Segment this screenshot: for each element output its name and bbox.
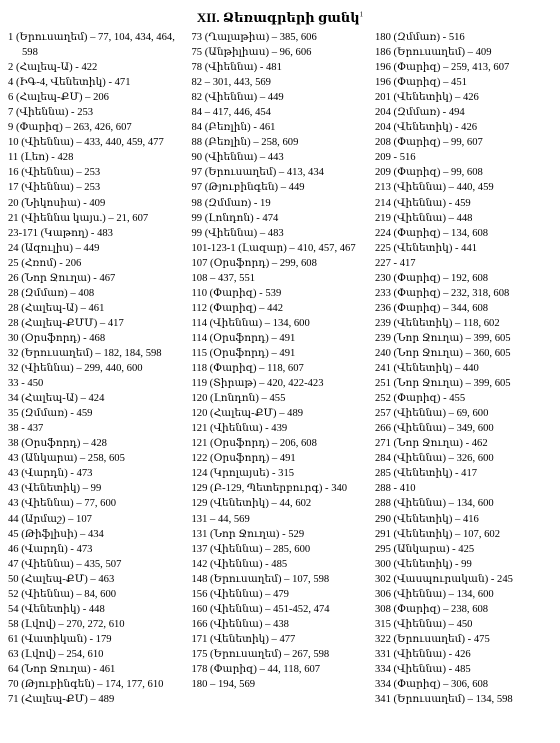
index-entry: 240 (Նոր Ջուղա) – 360, 605 bbox=[375, 347, 511, 359]
index-entry: 186 (Երուսաղեմ) – 409 bbox=[375, 47, 492, 59]
index-entry: 16 (Վիեննա) – 253 bbox=[8, 167, 101, 179]
index-columns bbox=[8, 30, 552, 707]
index-entry: 46 (Վարդն) - 473 bbox=[8, 543, 93, 555]
index-entry: 120 (Հալեպ-ՔՄ) – 489 bbox=[191, 408, 304, 420]
index-entry: 114 (Օրսֆորդ) – 491 bbox=[191, 332, 296, 344]
index-entry: 4 (ԻԳ-4, Վենետիկ) - 471 bbox=[8, 77, 131, 89]
index-entry: 99 (Լոնդոն) - 474 bbox=[191, 212, 279, 224]
index-entry: 219 (Վիեննա) – 448 bbox=[375, 212, 473, 224]
index-entry: 28 (Հալեպ-ՔՄՄ) – 417 bbox=[8, 317, 124, 329]
index-entry: 43 (Վիեննա) – 77, 600 bbox=[8, 498, 117, 510]
index-entry: 160 (Վիեննա) – 451-452, 474 bbox=[191, 603, 330, 615]
index-entry: 122 (Օրսֆորդ) – 491 bbox=[191, 453, 296, 465]
index-entry: 11 (Լեո) - 428 bbox=[8, 152, 74, 164]
index-entry: 334 (Փարիզ) – 306, 608 bbox=[375, 679, 489, 691]
index-entry: 196 (Փարիզ) – 259, 413, 607 bbox=[375, 62, 510, 74]
index-entry: 10 (Վիեննա) – 433, 440, 459, 477 bbox=[8, 137, 164, 149]
index-entry: 239 (Վենետիկ) – 118, 602 bbox=[375, 317, 500, 329]
index-entry: 171 (Վենետիկ) – 477 bbox=[191, 633, 296, 645]
index-entry: 180 (Զմմառ) - 516 bbox=[375, 32, 465, 43]
index-entry: 54 (Վենետիկ) - 448 bbox=[8, 603, 105, 615]
index-entry: 295 (Անկարա) - 425 bbox=[375, 543, 475, 555]
index-entry: 17 (Վիեննա) – 253 bbox=[8, 182, 101, 194]
index-entry: 124 (Կրոլայսե) - 315 bbox=[191, 468, 295, 480]
index-entry: 78 (Վիեննա) - 481 bbox=[191, 62, 282, 74]
index-entry: 114 (Վիեննա) – 134, 600 bbox=[191, 317, 310, 329]
index-entry: 230 (Փարիզ) – 192, 608 bbox=[375, 272, 489, 284]
index-entry: 175 (Երուսաղեմ) – 267, 598 bbox=[191, 648, 330, 660]
index-entry: 50 (Հալեպ-ՔՄ) – 463 bbox=[8, 573, 115, 585]
index-entry: 9 (Փարիզ) – 263, 426, 607 bbox=[8, 122, 132, 134]
index-entry: 131 – 44, 569 bbox=[191, 513, 250, 525]
index-entry: 334 (Վիեննա) - 485 bbox=[375, 663, 471, 675]
index-entry: 137 (Վիեննա) – 285, 600 bbox=[191, 543, 311, 555]
index-entry: 98 (Զմմառ) - 19 bbox=[191, 197, 271, 209]
index-entry: 45 (Թիֆլիսի) – 434 bbox=[8, 528, 104, 540]
index-entry: 266 (Վիեննա) – 349, 600 bbox=[375, 423, 494, 435]
index-entry: 233 (Փարիզ) – 232, 318, 608 bbox=[375, 287, 510, 299]
index-entry: 166 (Վիեննա) – 438 bbox=[191, 618, 289, 630]
index-entry: 129 (Վենետիկ) – 44, 602 bbox=[191, 498, 312, 510]
index-entry: 241 (Վենետիկ) – 440 bbox=[375, 363, 479, 375]
index-entry: 118 (Փարիզ) – 118, 607 bbox=[191, 363, 304, 375]
index-entry: 61 (Վատիկան) - 179 bbox=[8, 633, 112, 645]
index-entry: 236 (Փարիզ) – 344, 608 bbox=[375, 302, 489, 314]
index-entry: 21 (Վիեննա կայս.) – 21, 607 bbox=[8, 212, 149, 224]
index-entry: 7 (Վիեննա) - 253 bbox=[8, 107, 94, 119]
index-entry: 131 (Նոր Ջուղա) - 529 bbox=[191, 528, 305, 540]
index-entry: 70 (Թյուբինգեն) – 174, 177, 610 bbox=[8, 679, 164, 691]
index-entry: 88 (Բեռլին) – 258, 609 bbox=[191, 137, 299, 149]
index-entry: 115 (Օրսֆորդ) – 491 bbox=[191, 347, 296, 359]
index-entry: 110 (Փարիզ) - 539 bbox=[191, 287, 282, 299]
index-entry: 90 (Վիեննա) – 443 bbox=[191, 152, 284, 164]
index-column-3 bbox=[375, 30, 552, 707]
index-entry: 284 (Վիեննա) – 326, 600 bbox=[375, 453, 494, 465]
index-entry: 97 (Երուսաղեմ) – 413, 434 bbox=[191, 167, 324, 179]
index-entry: 24 (Ազուլիս) – 449 bbox=[8, 242, 100, 254]
index-entry: 43 (Վարդն) - 473 bbox=[8, 468, 93, 480]
index-entry: 112 (Փարիզ) – 442 bbox=[191, 302, 284, 314]
index-entry: 251 (Նոր Ջուղա) – 399, 605 bbox=[375, 378, 511, 390]
index-entry: 209 - 516 bbox=[375, 152, 416, 164]
index-entry: 129 (Բ-129, Պետերբուրգ) - 340 bbox=[191, 483, 348, 495]
index-entry: 291 (Վենետիկ) – 107, 602 bbox=[375, 528, 501, 540]
index-entry: 6 (Հալեպ-ՔՄ) – 206 bbox=[8, 92, 109, 104]
index-entry: 32 (Երուսաղեմ) – 182, 184, 598 bbox=[8, 347, 162, 359]
index-column-2 bbox=[192, 30, 369, 707]
index-entry: 30 (Օրսֆորդ) - 468 bbox=[8, 332, 106, 344]
index-entry: 43 (Վենետիկ) – 99 bbox=[8, 483, 102, 495]
index-entry: 285 (Վենետիկ) - 417 bbox=[375, 468, 478, 480]
index-entry: 308 (Փարիզ) – 238, 608 bbox=[375, 603, 489, 615]
index-entry: 252 (Փարիզ) - 455 bbox=[375, 393, 466, 405]
index-entry: 107 (Օրսֆորդ) – 299, 608 bbox=[191, 257, 317, 269]
index-entry: 227 - 417 bbox=[375, 257, 416, 269]
index-entry: 35 (Զմմառ) - 459 bbox=[8, 408, 93, 420]
index-entry: 34 (Հալեպ-Ա) – 424 bbox=[8, 393, 105, 405]
index-entry: 224 (Փարիզ) – 134, 608 bbox=[375, 227, 489, 239]
index-entry: 341 (Երուսաղեմ) – 134, 598 bbox=[375, 694, 513, 706]
index-entry: 271 (Նոր Ջուղա) - 462 bbox=[375, 438, 488, 450]
index-entry: 257 (Վիեննա) – 69, 600 bbox=[375, 408, 489, 420]
index-entry: 288 - 410 bbox=[375, 483, 416, 495]
index-entry: 331 (Վիեննա) - 426 bbox=[375, 648, 471, 660]
index-column-1 bbox=[8, 30, 185, 707]
index-entry: 302 (Վասպուրական) - 245 bbox=[375, 573, 513, 585]
index-entry: 196 (Փարիզ) – 451 bbox=[375, 77, 467, 89]
index-entry: 2 (Հալեպ-Ա) - 422 bbox=[8, 62, 98, 74]
index-entry: 32 (Վիեննա) – 299, 440, 600 bbox=[8, 363, 143, 375]
index-entry: 306 (Վիեննա) – 134, 600 bbox=[375, 588, 494, 600]
index-entry: 156 (Վիեննա) – 479 bbox=[191, 588, 289, 600]
index-entry: 300 (Վենետիկ) - 99 bbox=[375, 558, 472, 570]
index-entry: 28 (Հալեպ-Ա) – 461 bbox=[8, 302, 105, 314]
index-entry: 180 – 194, 569 bbox=[191, 679, 256, 691]
index-entry: 290 (Վենետիկ) – 416 bbox=[375, 513, 479, 525]
index-entry: 43 (Անկարա) – 258, 605 bbox=[8, 453, 125, 465]
index-entry: 58 (Լվով) – 270, 272, 610 bbox=[8, 618, 125, 630]
index-entry: 225 (Վենետիկ) - 441 bbox=[375, 242, 478, 254]
index-entry: 47 (Վիեննա) – 435, 507 bbox=[8, 558, 122, 570]
index-entry: 288 (Վիեննա) – 134, 600 bbox=[375, 498, 494, 510]
index-entry: 108 – 437, 551 bbox=[191, 272, 256, 284]
index-entry: 52 (Վիեննա) – 84, 600 bbox=[8, 588, 117, 600]
index-entry: 26 (Նոր Ջուղա) - 467 bbox=[8, 272, 116, 284]
index-entry: 101-123-1 (Լազար) – 410, 457, 467 bbox=[191, 242, 356, 254]
footnote-mark: 1 bbox=[359, 10, 364, 19]
index-entry: 33 - 450 bbox=[8, 378, 44, 390]
index-entry: 20 (Նիկոսիա) - 409 bbox=[8, 197, 106, 209]
index-entry: 44 (Արմաշ) – 107 bbox=[8, 513, 92, 525]
index-entry: 73 (Ղալաթիա) – 385, 606 bbox=[191, 32, 317, 43]
index-entry: 322 (Երուսաղեմ) - 475 bbox=[375, 633, 490, 645]
index-entry: 38 (Օրսֆորդ) – 428 bbox=[8, 438, 107, 450]
index-entry: 208 (Փարիզ) – 99, 607 bbox=[375, 137, 483, 149]
index-entry: 119 (Տիրաթ) – 420, 422-423 bbox=[191, 378, 324, 390]
index-entry: 82 (Վիեննա) – 449 bbox=[191, 92, 284, 104]
index-entry: 97 (Թյուբինգեն) – 449 bbox=[191, 182, 305, 194]
index-entry: 64 (Նոր Ջուղա) - 461 bbox=[8, 663, 116, 675]
index-entry: 142 (Վիեննա) - 485 bbox=[191, 558, 288, 570]
index-entry: 23-171 (Կաթող) - 483 bbox=[8, 227, 113, 239]
index-entry: 82 – 301, 443, 569 bbox=[191, 77, 271, 89]
index-entry: 209 (Փարիզ) – 99, 608 bbox=[375, 167, 483, 179]
index-entry: 84 – 417, 446, 454 bbox=[191, 107, 271, 119]
index-entry: 121 (Օրսֆորդ) – 206, 608 bbox=[191, 438, 317, 450]
index-entry: 178 (Փարիզ) – 44, 118, 607 bbox=[191, 663, 321, 675]
index-entry: 71 (Հալեպ-ՔՄ) – 489 bbox=[8, 694, 115, 706]
page-title-text: XII. Ձեռագրերի ցանկ bbox=[196, 10, 360, 25]
index-entry: 239 (Նոր Ջուղա) – 399, 605 bbox=[375, 332, 511, 344]
index-entry: 63 (Լվով) – 254, 610 bbox=[8, 648, 104, 660]
index-entry: 25 (Հռոմ) - 206 bbox=[8, 257, 82, 269]
index-entry: 204 (Վենետիկ) - 426 bbox=[375, 122, 478, 134]
index-entry: 121 (Վիեննա) - 439 bbox=[191, 423, 288, 435]
index-entry: 148 (Երուսաղեմ) – 107, 598 bbox=[191, 573, 330, 585]
index-entry: 204 (Զմմառ) - 494 bbox=[375, 107, 465, 119]
index-entry: 99 (Վիեննա) – 483 bbox=[191, 227, 284, 239]
page-title bbox=[8, 8, 552, 30]
index-entry: 214 (Վիեննա) - 459 bbox=[375, 197, 471, 209]
index-entry: 84 (Բեռլին) - 461 bbox=[191, 122, 276, 134]
index-entry: 213 (Վիեննա) – 440, 459 bbox=[375, 182, 494, 194]
index-entry: 38 - 437 bbox=[8, 423, 44, 435]
index-entry: 75 (Անթիլիաս) – 96, 606 bbox=[191, 47, 312, 59]
index-entry: 201 (Վենետիկ) – 426 bbox=[375, 92, 479, 104]
index-entry: 315 (Վիեննա) – 450 bbox=[375, 618, 473, 630]
index-entry: 28 (Զմմառ) – 408 bbox=[8, 287, 95, 299]
index-entry: 1 (Երուսաղեմ) – 77, 104, 434, 464, 598 bbox=[8, 32, 175, 59]
index-entry: 120 (Լոնդոն) – 455 bbox=[191, 393, 286, 405]
